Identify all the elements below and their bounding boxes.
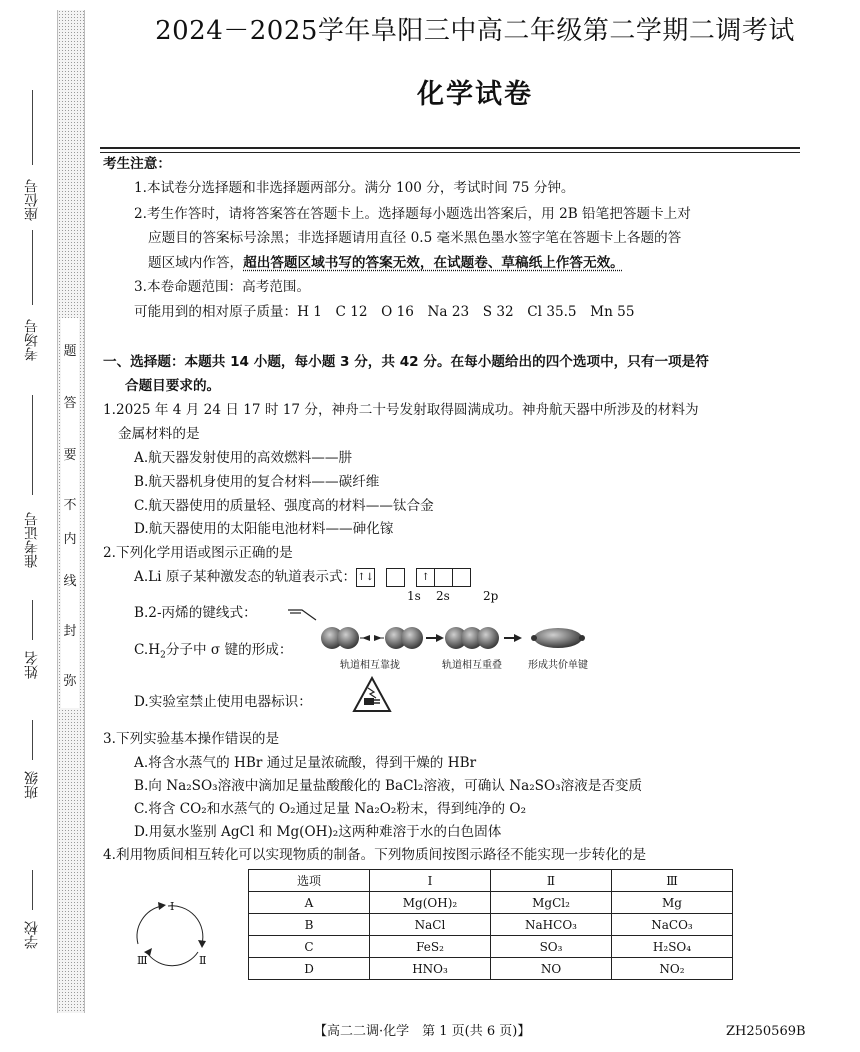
question-stem: 1.2025 年 4 月 24 日 17 时 17 分，神舟二十号发射取得圆满成功。神舟航天器中所涉及的材料为 [103, 402, 699, 418]
side-field-ticket[interactable]: 准考证号 [22, 395, 44, 600]
option-c: $C.H_2$分子中 σ 键的形成： [134, 642, 293, 661]
side-field-seat[interactable]: 座位号 [22, 90, 44, 250]
notice-text: 题区域内作答， [148, 255, 244, 271]
option-b: B.2-丙烯的键线式： [134, 605, 257, 621]
option-b: B.向 Na₂SO₃溶液中滴加足量盐酸酸化的 BaCl₂溶液，可确认 Na₂SO₃溶液是否变质 [134, 778, 643, 794]
notice-heading: 考生注意： [103, 156, 171, 172]
paper-subtitle: 化学试卷 [417, 79, 533, 110]
atomic-masses: 可能用到的相对原子质量：H 1 C 12 O 16 Na 23 S 32 Cl 35.5 Mn 55 [134, 304, 635, 320]
notice-line: 应题目的答案标号涂黑；非选择题请用直径 0.5 毫米黑色墨水签字笔在答题卡上各题的答 [148, 230, 682, 246]
option-d: D.航天器使用的太阳能电池材料——砷化镓 [134, 521, 394, 537]
question-stem: 3.下列实验基本操作错误的是 [103, 731, 280, 747]
cycle-label: Ⅱ [199, 954, 207, 967]
warning-char: 不 [63, 498, 77, 513]
table-row: B NaCl NaHCO₃ NaCO₃ [249, 914, 733, 936]
notice-emphasis: 超出答题区域书写的答案无效，在试题卷、草稿纸上作答无效。 [243, 255, 624, 271]
notice-line: 1.本试卷分选择题和非选择题两部分。满分 100 分，考试时间 75 分钟。 [134, 180, 575, 196]
warning-char: 封 [63, 624, 77, 639]
orbital-box: ↑ [416, 568, 435, 587]
option-c: C.航天器使用的质量轻、强度高的材料——钛合金 [134, 498, 434, 514]
cycle-label: Ⅰ [170, 900, 175, 913]
option-a: A.Li 原子某种激发态的轨道表示式：↑↓ ↑ [134, 567, 470, 587]
section-heading: 合题目要求的。 [125, 378, 221, 394]
notice-line: 2.考生作答时，请将答案答在答题卡上。选择题每小题选出答案后，用 2B 铅笔把答题卡上对 [134, 206, 691, 222]
table-row: D HNO₃ NO NO₂ [249, 958, 733, 980]
diagram-caption: 形成共价单键 [528, 660, 588, 671]
table-row: 选项 Ⅰ Ⅱ Ⅲ [249, 870, 733, 892]
warning-char: 内 [63, 532, 77, 547]
header-rule [100, 152, 800, 153]
warning-char: 答 [63, 396, 77, 411]
question-stem: 4.利用物质间相互转化可以实现物质的制备。下列物质间按图示路径不能实现一步转化的是 [103, 847, 647, 863]
orbital-label: 2s [436, 589, 450, 603]
page-footer: 【高二二调·化学 第 1 页(共 6 页)】 [314, 1024, 531, 1039]
table-row: C FeS₂ SO₃ H₂SO₄ [249, 936, 733, 958]
header-rule [100, 147, 800, 149]
warning-char: 要 [63, 448, 77, 463]
electrical-warning-icon [352, 676, 392, 714]
warning-char: 线 [63, 574, 77, 589]
seal-line-warning [61, 318, 79, 708]
options-table [248, 869, 733, 980]
section-heading: 一、选择题：本题共 14 小题，每小题 3 分，共 42 分。在每小题给出的四个选项中，只有一项是符 [103, 354, 709, 370]
side-field-class[interactable]: 班级 [22, 720, 44, 860]
skeletal-formula-icon [286, 606, 320, 622]
side-field-room[interactable]: 考场号 [22, 230, 44, 380]
exam-title: 2024－2025学年阜阳三中高二年级第二学期二调考试 [155, 16, 795, 46]
orbital-label: 2p [483, 589, 499, 603]
diagram-caption: 轨道相互重叠 [442, 660, 502, 671]
orbital-box [386, 568, 405, 587]
table-row: A Mg(OH)₂ MgCl₂ Mg [249, 892, 733, 914]
side-field-name[interactable]: 姓名 [22, 600, 44, 710]
orbital-label: 1s [407, 589, 421, 603]
orbital-box [452, 568, 471, 587]
cycle-label: Ⅲ [137, 954, 148, 967]
option-b: B.航天器机身使用的复合材料——碳纤维 [134, 474, 380, 490]
orbital-box [434, 568, 453, 587]
warning-char: 弥 [63, 674, 77, 689]
notice-line: 3.本卷命题范围：高考范围。 [134, 279, 311, 295]
warning-char: 题 [63, 344, 77, 359]
orbital-box: ↑↓ [356, 568, 375, 587]
question-stem: 2.下列化学用语或图示正确的是 [103, 545, 293, 561]
option-a: A.将含水蒸气的 HBr 通过足量浓硫酸，得到干燥的 HBr [134, 755, 477, 771]
option-c: C.将含 CO₂和水蒸气的 O₂通过足量 Na₂O₂粉末，得到纯净的 O₂ [134, 801, 527, 817]
sigma-bond-diagram [320, 624, 610, 658]
question-stem: 金属材料的是 [118, 426, 200, 442]
diagram-caption: 轨道相互靠拢 [340, 660, 400, 671]
option-d: D.实验室禁止使用电器标识： [134, 694, 312, 710]
notice-line [148, 253, 624, 273]
option-a: A.航天器发射使用的高效燃料——肼 [134, 450, 353, 466]
paper-code: ZH250569B [726, 1024, 806, 1039]
side-field-school[interactable]: 学校 [22, 870, 44, 980]
option-d: D.用氨水鉴别 AgCl 和 Mg(OH)₂这两种难溶于水的白色固体 [134, 824, 502, 840]
